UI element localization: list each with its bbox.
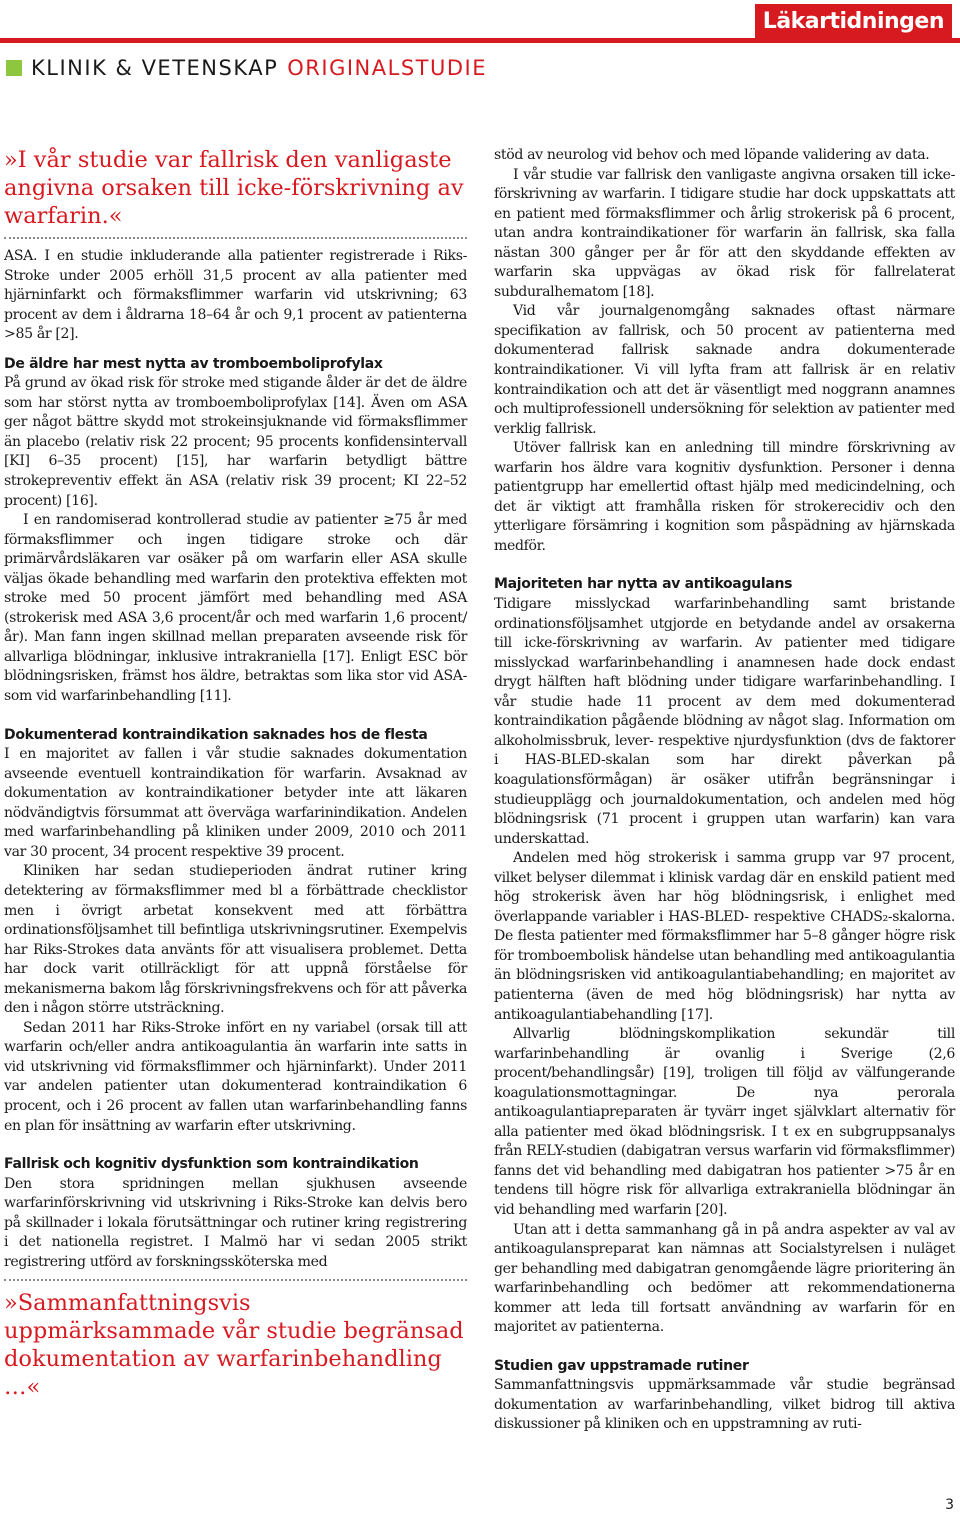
section-sublabel: ORIGINALSTUDIE xyxy=(287,56,487,80)
section-square-icon xyxy=(6,60,22,76)
dotted-divider xyxy=(4,1279,467,1281)
right-column xyxy=(494,146,955,1435)
subheading: De äldre har mest nytta av tromboemboliprofylax xyxy=(4,355,383,372)
paragraph: stöd av neurolog vid behov och med löpande validering av data. xyxy=(494,147,930,163)
dotted-divider xyxy=(4,237,467,239)
paragraph: Utan att i detta sammanhang gå in på andra aspekter av val av antikoagulanspreparat kan nämnas att Socialstyrelsen i nuläget ger behandling med dabigatran genomgående lägre prioritering än warfarinbehandling och bedömer att rekommendationerna kommer att leda till fortsatt användning av warfarin för en majoritet av patienterna. xyxy=(494,1221,955,1336)
pull-quote-top: »I vår studie var fallrisk den vanligaste angivna orsaken till icke-förskrivning av warfarin.« xyxy=(4,147,464,229)
section-label: KLINIK & VETENSKAP xyxy=(31,56,279,80)
subheading: Studien gav uppstramade rutiner xyxy=(494,1357,749,1374)
paragraph: Sammanfattningsvis uppmärksammade vår studie begränsad dokumentation av warfarinbehandling, vilket bidrog till aktiva diskussioner på kliniken och en uppstramning av ruti- xyxy=(494,1377,955,1433)
pull-quote-bottom: »Sammanfattningsvis uppmärksammade vår studie begränsad dokumentation av warfarinbehandling …« xyxy=(4,1290,464,1401)
page-number: 3 xyxy=(945,1497,954,1513)
paragraph: Den stora spridningen mellan sjukhusen avseende warfarinförskrivning vid utskrivning i Riks-Stroke kan delvis bero på skillnader i lokala förutsättningar och rutiner kring registrering i det nationella registret. I Malmö har vi sedan 2005 strikt registrering utförd av forskningssköterska med xyxy=(4,1175,467,1270)
paragraph: I en majoritet av fallen i vår studie saknades dokumentation avseende eventuell kontraindikation för warfarin. Avsaknad av dokumentation av kontraindikationer betyder inte att läkaren nödvändigtvis försummat att överväga warfarinindikation. Andelen med warfarinbehandling på kliniken under 2009, 2010 och 2011 var 30 procent, 34 procent respektive 39 procent. xyxy=(4,746,467,860)
paragraph: Utöver fallrisk kan en anledning till mindre förskrivning av warfarin hos äldre vara kognitiv dysfunktion. Personer i denna patientgrupp har emellertid oftast hjälp med medicindelning, och det är viktigt att framhålla risken för strokerecidiv och den ytterligare försämring i kognition som påspädning av hjärnskada medför. xyxy=(494,440,955,554)
paragraph: Sedan 2011 har Riks-Stroke infört en ny variabel (orsak till att warfarin och/eller andra antikoagulantia än warfarin inte satts in vid utskrivning vid förmaksflimmer och hjärninfarkt). Under 2011 var andelen patienter utan dokumenterad kontraindikation 6 procent, och i 26 procent av fallen utan warfarinbehandling fanns en plan för insättning av warfarin efter utskrivning. xyxy=(4,1019,467,1134)
paragraph: Allvarlig blödningskomplikation sekundär till warfarinbehandling är ovanlig i Sverige (2,6 procent/behandlingsår) [19], troligen till följd av välfungerande koagulationsmottagningar. De nya perorala antikoagulantiapreparaten är tyvärr inget självklart alternativ för alla patienter med ökad blödningsrisk. I t ex en subgruppsanalys från RELY-studien (dabigatran versus warfarin vid förmaksflimmer) fanns det vid behandling med dabigatran hos patienter >75 år en tendens till högre risk för allvarliga extrakraniella blödningar än vid behandling med warfarin [20]. xyxy=(494,1026,955,1218)
subheading: Majoriteten har nytta av antikoagulans xyxy=(494,576,793,593)
brand-logo: Läkartidningen xyxy=(755,4,952,40)
paragraph: På grund av ökad risk för stroke med stigande ålder är det de äldre som har störst nytta av tromboemboliprofylax [14]. Även om ASA ger något bättre skydd mot strokeinsjuknande vid förmaksflimmer än placebo (relativ risk 22 procent; 95 procents konfidensintervall [KI] 6–35 procent) [15], har warfarin betydligt bättre strokepreventiv effekt än ASA (relativ risk 39 procent; KI 22–52 procent) [16]. xyxy=(4,375,467,509)
left-column xyxy=(4,146,467,1401)
paragraph: I vår studie var fallrisk den vanligaste angivna orsaken till icke-förskrivning av warfarin. I tidigare studie har dock uppskattats att en patient med förmaksflimmer och årlig strokerisk på 6 procent, utan andra kontraindikationer för warfarin än fallrisk, ska falla nästan 300 gånger per år för att den skyddande effekten av warfarin ska uppvägas av ökad risk för fallrelaterat subduralhematom [18]. xyxy=(494,166,955,300)
paragraph: Andelen med hög strokerisk i samma grupp var 97 procent, vilket belyser dilemmat i klinisk vardag där en enskild patient med hög strokerisk även har hög blödningsrisk, i enlighet med överlappande variabler i HAS-BLED- respektive CHADS₂-skalorna. De flesta patienter med förmaksflimmer har 5–8 gånger högre risk för tromboembolisk händelse utan behandling med antikoagulantia än blödningsrisken vid antikoagulantiabehandling; en majoritet av patienterna (även de med hög blödningsrisk) har nytta av antikoagulantiabehandling [17]. xyxy=(494,850,955,1023)
paragraph: Tidigare misslyckad warfarinbehandling samt bristande ordinationsföljsamhet utgjorde en betydande andel av orsakerna till icke-förskrivning av warfarin. Av patienter med tidigare misslyckad warfarinbehandling i anamnesen hade dock endast drygt hälften haft blödning under tidigare warfarinbehandling. I vår studie hade 11 procent av dem med dokumenterad kontraindikation pågående blödning av något slag. Information om alkoholmissbruk, lever- respektive njurdysfunktion (dvs de faktorer i HAS-BLED-skalan som har direkt påverkan på koagulationsförmågan) är osäker utifrån begränsningar i studieupplägg och journaldokumentation, och andelen med hög blödningsrisk (71 procent i gruppen utan warfarin) kan vara underskattad. xyxy=(494,596,955,847)
subheading: Fallrisk och kognitiv dysfunktion som kontraindikation xyxy=(4,1156,419,1173)
paragraph: I en randomiserad kontrollerad studie av patienter ≥75 år med förmaksflimmer och ingen tidigare stroke och där primärvårdsläkaren var osäker på om warfarin eller ASA skulle väljas ökade behandling med warfarin den protektiva effekten mot stroke med 50 procent jämfört med behandling med ASA (strokerisk med ASA 3,6 procent/år och med warfarin 1,6 procent/år). Man fann ingen skillnad mellan preparaten avseende risk för allvarliga blödningar, inklusive intrakraniella [17]. Enligt ESC bör blödningsrisken, främst hos äldre, betraktas som lika stor vid ASA- som vid warfarinbehandling [11]. xyxy=(4,512,467,705)
paragraph: ASA. I en studie inkluderande alla patienter registrerade i Riks-Stroke under 2005 erhöll 31,5 procent av alla patienter med hjärninfarkt och förmaksflimmer warfarin vid utskrivning; 63 procent av dem i åldrarna 18–64 år och 9,1 procent av patienterna >85 år [2]. xyxy=(4,248,467,343)
paragraph: Kliniken har sedan studieperioden ändrat rutiner kring detektering av förmaksflimmer med bl a förbättrade checklistor men i övrigt arbetat konsekvent med att förbättra ordinationsföljsamhet till befintliga utskrivningsrutiner. Exempelvis har Riks-Strokes data använts för att visualisera problemet. Detta har dock varit otillräckligt för att uppnå förståelse för mekanismerna bakom låg förskrivningsfrekvens och för att påverka den i någon större utsträckning. xyxy=(4,863,467,1017)
subheading: Dokumenterad kontraindikation saknades hos de flesta xyxy=(4,726,428,743)
paragraph: Vid vår journalgenomgång saknades oftast närmare specifikation av fallrisk, och 50 procent av patienterna med dokumenterad fallrisk saknade andra dokumenterade kontraindikationer. Vi vill lyfta fram att fallrisk är en relativ kontraindikation och att det är väsentligt med noggrann anamnes och multiprofessionell undersökning för selektion av patienter med verklig fallrisk. xyxy=(494,303,955,437)
section-header xyxy=(6,54,487,82)
